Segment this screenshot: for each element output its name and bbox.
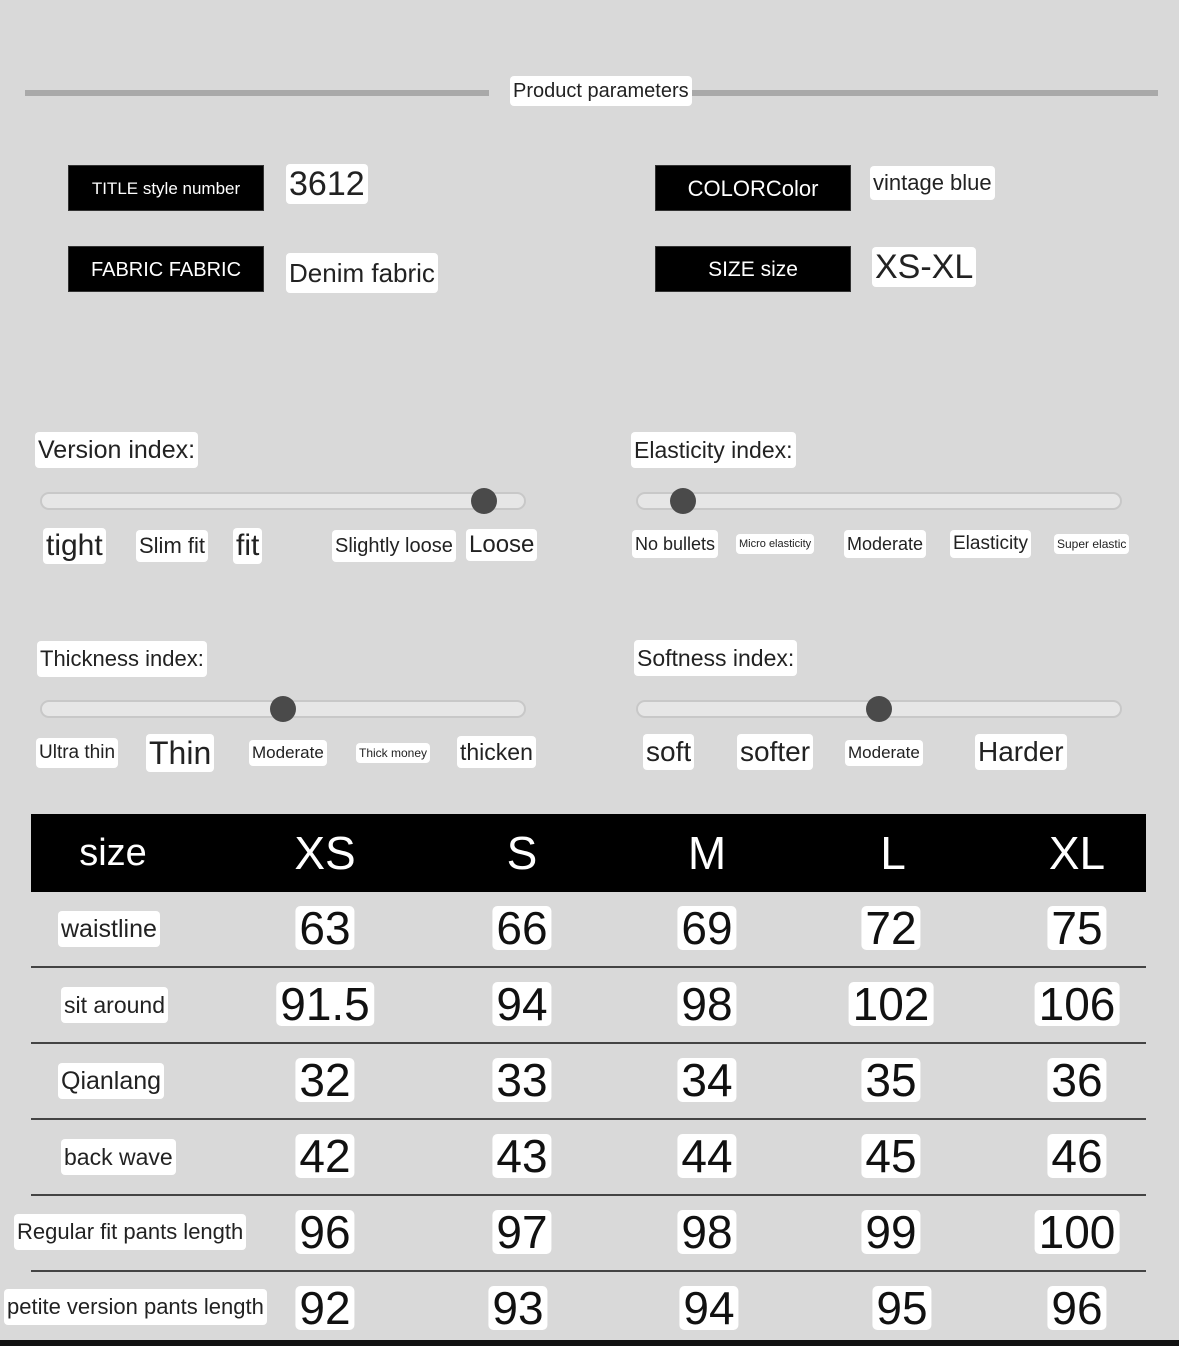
table-cell: 96	[1047, 1286, 1106, 1330]
thickness-index-title: Thickness index:	[37, 641, 207, 677]
thickness-option-thin: Thin	[146, 734, 214, 772]
header-cell-xl: XL	[1048, 827, 1106, 879]
table-cell: 33	[492, 1058, 551, 1102]
thickness-option-thick-money: Thick money	[356, 743, 430, 763]
elasticity-index-slider[interactable]	[636, 492, 1122, 510]
table-cell: 94	[492, 982, 551, 1026]
table-cell: 42	[295, 1134, 354, 1178]
elasticity-option-elasticity: Elasticity	[950, 530, 1031, 558]
row-divider	[31, 1270, 1146, 1272]
elasticity-option-moderate: Moderate	[844, 530, 926, 558]
table-cell: 102	[849, 982, 934, 1026]
table-cell: 92	[295, 1286, 354, 1330]
table-cell: 98	[677, 1210, 736, 1254]
softness-option-soft: soft	[643, 734, 694, 770]
version-option-fit: fit	[233, 528, 262, 564]
thickness-option-thicken: thicken	[457, 736, 536, 768]
table-cell: 75	[1047, 906, 1106, 950]
softness-option-moderate: Moderate	[845, 740, 923, 766]
version-index-knob[interactable]	[471, 488, 497, 514]
table-cell: 97	[492, 1210, 551, 1254]
thickness-option-moderate: Moderate	[249, 740, 327, 766]
header-cell-m: M	[687, 827, 727, 879]
table-cell: 106	[1035, 982, 1120, 1026]
row-label-waistline: waistline	[58, 911, 160, 947]
thickness-option-ultra-thin: Ultra thin	[36, 738, 118, 768]
table-cell: 36	[1047, 1058, 1106, 1102]
section-title: Product parameters	[510, 76, 692, 106]
version-option-tight: tight	[43, 528, 106, 564]
table-cell: 46	[1047, 1134, 1106, 1178]
table-cell: 43	[492, 1134, 551, 1178]
elasticity-index-knob[interactable]	[670, 488, 696, 514]
table-cell: 99	[861, 1210, 920, 1254]
param-value-color: vintage blue	[870, 166, 995, 200]
table-cell: 34	[677, 1058, 736, 1102]
table-cell: 93	[488, 1286, 547, 1330]
version-index-title: Version index:	[35, 432, 198, 468]
table-cell: 45	[861, 1134, 920, 1178]
header-cell-xs: XS	[294, 827, 356, 879]
param-label-fabric: FABRIC FABRIC	[68, 246, 264, 292]
softness-option-harder: Harder	[975, 734, 1067, 770]
version-option-slim-fit: Slim fit	[136, 530, 208, 562]
table-cell: 44	[677, 1134, 736, 1178]
header-cell-s: S	[506, 827, 538, 879]
row-divider	[31, 1118, 1146, 1120]
row-divider	[31, 1042, 1146, 1044]
table-cell: 69	[677, 906, 736, 950]
param-value-fabric: Denim fabric	[286, 253, 438, 293]
row-label-sit-around: sit around	[61, 987, 168, 1023]
table-cell: 35	[861, 1058, 920, 1102]
elasticity-option-super: Super elastic	[1054, 534, 1129, 554]
size-table-header	[31, 814, 1146, 892]
table-cell: 66	[492, 906, 551, 950]
softness-index-knob[interactable]	[866, 696, 892, 722]
table-cell: 32	[295, 1058, 354, 1102]
param-value-style-number: 3612	[286, 164, 368, 204]
table-cell: 95	[872, 1286, 931, 1330]
table-cell: 91.5	[276, 982, 374, 1026]
param-label-size: SIZE size	[655, 246, 851, 292]
table-cell: 96	[295, 1210, 354, 1254]
table-cell: 94	[679, 1286, 738, 1330]
row-divider	[31, 966, 1146, 968]
softness-index-slider[interactable]	[636, 700, 1122, 718]
thickness-index-slider[interactable]	[40, 700, 526, 718]
row-label-regular-fit-pants-length: Regular fit pants length	[14, 1214, 246, 1250]
param-label-color: COLORColor	[655, 165, 851, 211]
header-line-left	[25, 90, 489, 96]
version-index-slider[interactable]	[40, 492, 526, 510]
table-cell: 72	[861, 906, 920, 950]
version-option-loose: Loose	[466, 529, 537, 561]
row-label-petite-version-pants-length: petite version pants length	[4, 1289, 267, 1325]
header-cell-size: size	[79, 832, 147, 874]
elasticity-option-no-bullets: No bullets	[632, 530, 718, 558]
row-divider	[31, 1194, 1146, 1196]
row-label-qianlang: Qianlang	[58, 1063, 164, 1099]
version-option-slightly-loose: Slightly loose	[332, 530, 456, 562]
param-value-size: XS-XL	[872, 247, 976, 287]
softness-index-title: Softness index:	[634, 640, 797, 676]
thickness-index-knob[interactable]	[270, 696, 296, 722]
softness-option-softer: softer	[737, 734, 813, 770]
bottom-border	[0, 1340, 1179, 1346]
elasticity-option-micro: Micro elasticity	[736, 534, 814, 554]
elasticity-index-title: Elasticity index:	[631, 432, 796, 468]
param-label-style-number: TITLE style number	[68, 165, 264, 211]
row-label-back-wave: back wave	[61, 1139, 176, 1175]
header-line-right	[678, 90, 1158, 96]
table-cell: 100	[1035, 1210, 1120, 1254]
table-cell: 63	[295, 906, 354, 950]
header-cell-l: L	[880, 827, 906, 879]
table-cell: 98	[677, 982, 736, 1026]
